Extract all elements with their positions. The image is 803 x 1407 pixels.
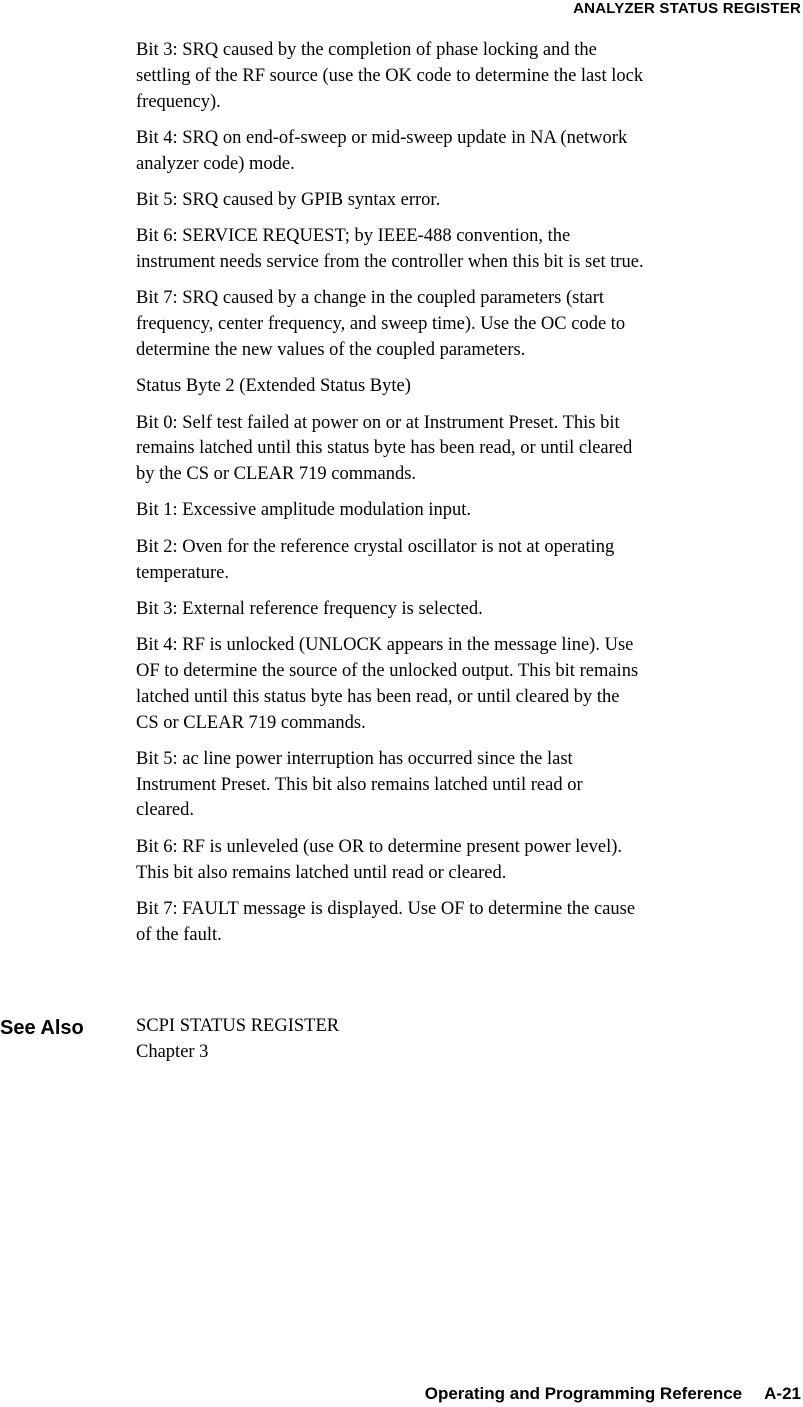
paragraph-status-byte-1-bit-4: Bit 4: SRQ on end-of-sweep or mid-sweep update in NA (network analyzer code) mode. [136,127,628,174]
paragraph-status-byte-1-bit-3: Bit 3: SRQ caused by the completion of phase locking and the settling of the RF source (use the OK code to determine the last lock frequency). [136,40,644,112]
running-header-title: ANALYZER STATUS REGISTER [573,0,801,17]
status-byte-2-heading: Status Byte 2 (Extended Status Byte) [136,376,411,397]
paragraph-status-byte-1-bit-7: Bit 7: SRQ caused by a change in the coupled parameters (start frequency, center frequency, and sweep time). Use the OC code to determine the new values of the coupled parameters. [136,288,626,360]
paragraph-status-byte-2-bit-6: Bit 6: RF is unleveled (use OR to determine present power level). This bit also remains latched until read or cleared. [136,836,623,883]
paragraph-status-byte-2-bit-2: Bit 2: Oven for the reference crystal oscillator is not at operating temperature. [136,536,615,583]
footer-section-title: Operating and Programming Reference [424,1384,743,1403]
page-footer [425,1384,801,1404]
footer-page-number: A-21 [764,1384,801,1403]
paragraph-status-byte-2-bit-7: Bit 7: FAULT message is displayed. Use OF to determine the cause of the fault. [136,898,636,945]
paragraph-status-byte-1-bit-5: Bit 5: SRQ caused by GPIB syntax error. [136,189,441,210]
paragraph-status-byte-2-bit-0: Bit 0: Self test failed at power on or at Instrument Preset. This bit remains latched until this status byte has been read, or until cleared by the CS or CLEAR 719 commands. [136,412,633,485]
paragraph-status-byte-2-bit-5: Bit 5: ac line power interruption has occurred since the last Instrument Preset. This bit also remains latched until read or cleared. [136,748,583,821]
paragraph-status-byte-2-bit-1: Bit 1: Excessive amplitude modulation input. [136,500,472,521]
see-also-item: Chapter 3 [136,1041,209,1062]
paragraph-status-byte-1-bit-6: Bit 6: SERVICE REQUEST; by IEEE-488 convention, the instrument needs service from the controller when this bit is set true. [136,226,644,273]
see-also-item: SCPI STATUS REGISTER [136,1016,340,1036]
see-also-heading: See Also [0,1017,84,1039]
see-also-list [136,1014,339,1066]
body-text-column [136,38,803,959]
paragraph-status-byte-2-bit-3: Bit 3: External reference frequency is selected. [136,598,483,619]
paragraph-status-byte-2-bit-4: Bit 4: RF is unlocked (UNLOCK appears in the message line). Use OF to determine the source of the unlocked output. This bit remains latched until this status byte has been read, or until cleared by the CS or CLEAR 719 commands. [136,635,639,733]
